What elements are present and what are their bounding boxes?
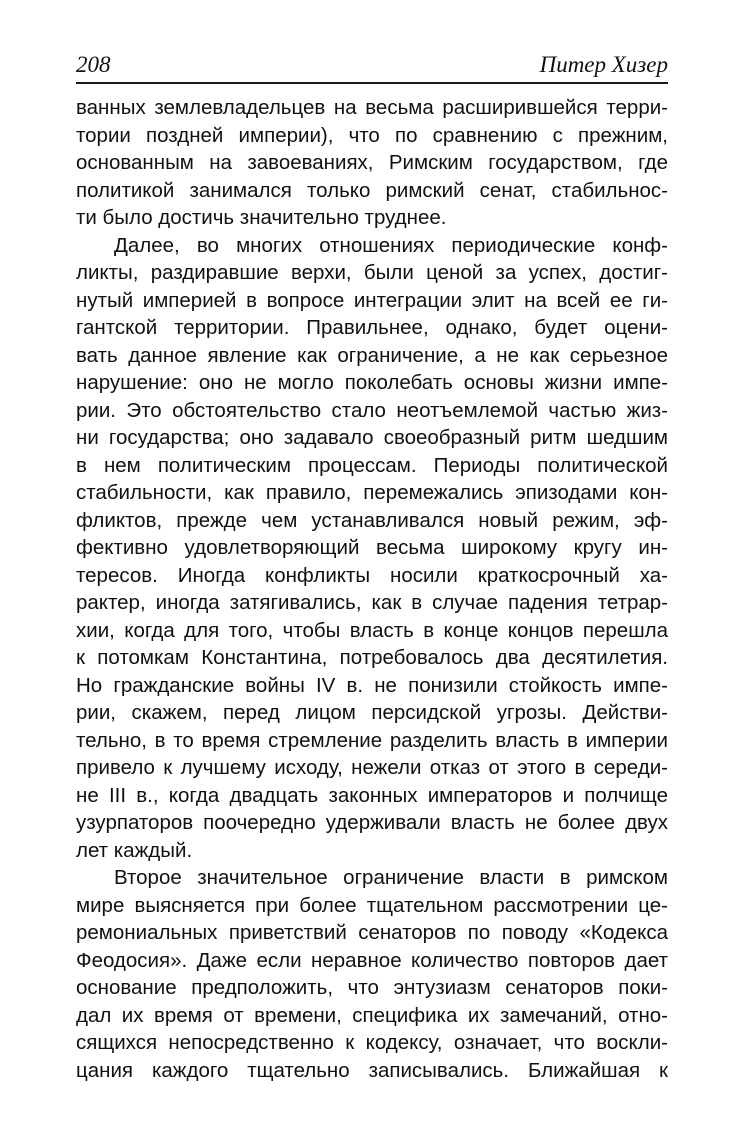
text-line: привело к лучшему исходу, нежели отказ от этого в середи- [76,756,668,779]
text-line: тересов. Иногда конфликты носили краткосрочный ха- [76,563,668,587]
text-line: Далее, во многих отношениях периодические конф- [114,233,668,257]
text-line: вать данное явление как ограничение, а не как серьезное [76,343,668,367]
text-line: фективно удовлетворяющий весьма широкому кругу ин- [76,536,668,559]
text-line: сящихся непосредственно к кодексу, означает, что воскли- [76,1031,668,1054]
running-header [76,52,668,84]
text-line: стабильности, как правило, перемежались эпизодами кон- [76,481,668,504]
text-line: рии. Это обстоятельство стало неотъемлемой частью жиз- [76,398,668,422]
text-line: ликты, раздиравшие верхи, были ценой за успех, достиг- [76,261,668,284]
text-line: хии, когда для того, чтобы власть в конце концов перешла [76,618,668,642]
text-line: тельно, в то время стремление разделить власть в империи [76,728,668,752]
text-line: узурпаторов поочередно удерживали власть не более двух [76,811,668,834]
text-line: дал их время от времени, специфика их замечаний, отно- [76,1003,668,1027]
text-line: политикой занимался только римский сенат, стабильнос- [76,178,668,202]
text-line: рии, скажем, перед лицом персидской угрозы. Действи- [76,701,668,724]
text-line: тории поздней империи), что по сравнению с прежним, [76,123,668,147]
text-line: в нем политическим процессам. Периоды политической [76,453,668,477]
text-line: гантской территории. Правильнее, однако, будет оцени- [76,316,668,339]
body-text [76,94,668,1084]
text-line: фликтов, прежде чем устанавливался новый режим, эф- [76,508,668,532]
paragraph [76,864,668,1084]
text-line: рактер, иногда затягивались, как в случае падения тетрар- [76,591,668,614]
running-head-author: Питер Хизер [539,52,668,77]
text-line: Но гражданские войны IV в. не понизили стойкость импе- [76,673,668,697]
text-line: основание предположить, что энтузиазм сенаторов поки- [76,976,668,999]
text-line: нутый империей в вопросе интеграции элит на всей ее ги- [76,288,668,312]
page-number: 208 [76,52,111,77]
text-line: лет каждый. [76,838,193,862]
text-line: ванных землевладельцев на весьма расширившейся терри- [76,96,668,119]
text-line: не III в., когда двадцать законных императоров и полчище [76,783,668,807]
text-line: нарушение: оно не могло поколебать основы жизни импе- [76,371,668,394]
text-line: цания каждого тщательно записывались. Ближайшая к [76,1058,668,1082]
text-line: мире выясняется при более тщательном рассмотрении це- [76,893,668,917]
text-line: Феодосия». Даже если неравное количество повторов дает [76,948,668,972]
text-line: основанным на завоеваниях, Римским государством, где [76,151,668,174]
text-line: к потомкам Константина, потребовалось два десятилетия. [76,646,668,669]
text-line: ни государства; оно задавало своеобразный ритм шедшим [76,426,668,449]
text-line: ти было достичь значительно труднее. [76,206,447,229]
paragraph [76,94,668,232]
text-line: ремониальных приветствий сенаторов по поводу «Кодекса [76,921,668,944]
text-line: Второе значительное ограничение власти в римском [114,866,668,889]
paragraph [76,232,668,865]
